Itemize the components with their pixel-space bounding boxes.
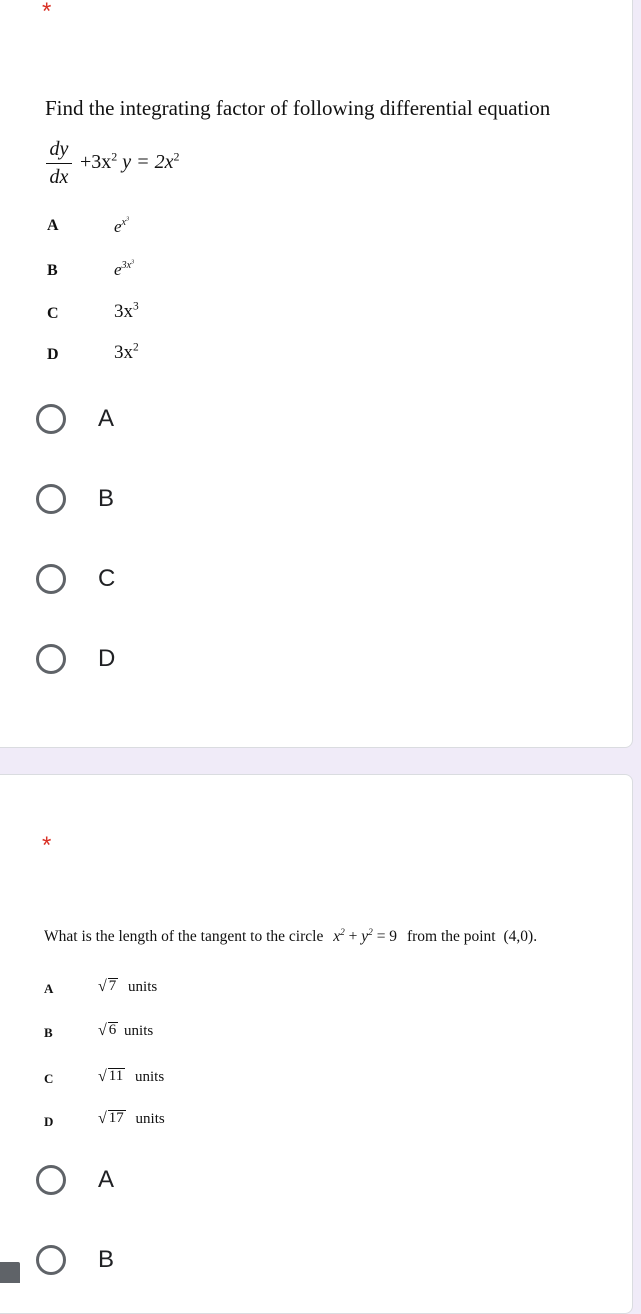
expr-exp-exp: 3 bbox=[131, 259, 135, 266]
radicand: 11 bbox=[108, 1068, 124, 1084]
eq-y: y bbox=[361, 928, 369, 945]
unit: units bbox=[124, 1023, 154, 1039]
q2-option-expr-d: √ 17 units bbox=[98, 1110, 165, 1127]
required-asterisk: * bbox=[42, 832, 52, 859]
radio-option-a[interactable] bbox=[36, 404, 114, 434]
option-expr-c bbox=[114, 301, 139, 323]
circle-equation bbox=[333, 928, 401, 945]
eq-x: x bbox=[333, 928, 341, 945]
question-2-text-before: What is the length of the tangent to the circle bbox=[44, 928, 324, 945]
option-letter-a: A bbox=[47, 217, 59, 234]
expr-exp: 3x bbox=[121, 260, 132, 272]
q2-option-letter-d: D bbox=[44, 1114, 54, 1129]
q2-option-letter-b: B bbox=[44, 1025, 53, 1040]
radio-circle[interactable] bbox=[36, 644, 66, 674]
q2-radio-option-b[interactable] bbox=[36, 1245, 114, 1275]
question-2-text bbox=[44, 928, 537, 946]
eq-x-exp: 2 bbox=[340, 927, 345, 938]
derivative-fraction bbox=[46, 138, 72, 189]
radicand: 17 bbox=[108, 1110, 124, 1126]
scroll-indicator bbox=[0, 1262, 20, 1283]
radio-label: A bbox=[98, 1166, 115, 1193]
radio-circle[interactable] bbox=[36, 1245, 66, 1275]
expr-exp: 2 bbox=[133, 341, 139, 354]
equation-rest bbox=[80, 151, 180, 174]
question-2-text-after: from the point bbox=[406, 928, 496, 945]
q2-option-expr-c: √ 11 units bbox=[98, 1068, 165, 1085]
expr-exp-exp: 3 bbox=[126, 216, 130, 223]
radio-label: D bbox=[98, 645, 116, 672]
eq-plus: + bbox=[348, 928, 358, 945]
radio-option-d[interactable] bbox=[36, 644, 115, 674]
expr-base: e bbox=[114, 217, 122, 236]
eq-equals: = 9 bbox=[376, 928, 398, 945]
radio-circle[interactable] bbox=[36, 404, 66, 434]
question-2-point: (4,0). bbox=[503, 928, 538, 945]
option-letter-c: C bbox=[47, 305, 59, 322]
radio-option-c[interactable] bbox=[36, 564, 115, 594]
option-expr-b bbox=[114, 260, 134, 280]
lhs-exponent: 2 bbox=[111, 149, 118, 164]
radio-label: C bbox=[98, 565, 116, 592]
option-expr-d bbox=[114, 342, 139, 364]
radio-circle[interactable] bbox=[36, 484, 66, 514]
expr-base: e bbox=[114, 260, 122, 279]
unit: units bbox=[135, 1111, 165, 1127]
required-asterisk: * bbox=[42, 0, 52, 25]
q2-option-letter-c: C bbox=[44, 1071, 54, 1086]
expr-exp: x bbox=[121, 217, 127, 229]
q2-option-letter-a: A bbox=[44, 981, 54, 996]
expr-base: 3x bbox=[114, 301, 133, 322]
eq-y-exp: 2 bbox=[368, 927, 373, 938]
option-letter-d: D bbox=[47, 346, 59, 363]
unit: units bbox=[134, 1069, 165, 1085]
radio-label: B bbox=[98, 1246, 115, 1273]
fraction-numerator: dy bbox=[49, 138, 69, 160]
radio-label: B bbox=[98, 485, 115, 512]
radicand: 6 bbox=[108, 1022, 117, 1038]
unit: units bbox=[128, 979, 158, 995]
fraction-denominator: dx bbox=[49, 166, 69, 188]
equation-lhs: +3x bbox=[80, 151, 112, 173]
radio-option-b[interactable] bbox=[36, 484, 114, 514]
radio-circle[interactable] bbox=[36, 1165, 66, 1195]
q2-radio-option-a[interactable] bbox=[36, 1165, 114, 1195]
radio-label: A bbox=[98, 405, 115, 432]
radicand: 7 bbox=[108, 978, 117, 994]
rhs-exponent: 2 bbox=[173, 149, 180, 164]
q2-option-expr-a: √ 7 units bbox=[98, 978, 158, 995]
q2-option-expr-b: √ 6 units bbox=[98, 1022, 154, 1039]
option-expr-a bbox=[114, 217, 129, 237]
equation-y-part: y = 2x bbox=[122, 151, 174, 173]
expr-exp: 3 bbox=[133, 300, 139, 313]
question-1-text: Find the integrating factor of following differential equation bbox=[45, 96, 551, 120]
question-card-2 bbox=[0, 774, 633, 1314]
radio-circle[interactable] bbox=[36, 564, 66, 594]
expr-base: 3x bbox=[114, 342, 133, 363]
option-letter-b: B bbox=[47, 262, 58, 279]
fraction-bar bbox=[46, 163, 72, 164]
